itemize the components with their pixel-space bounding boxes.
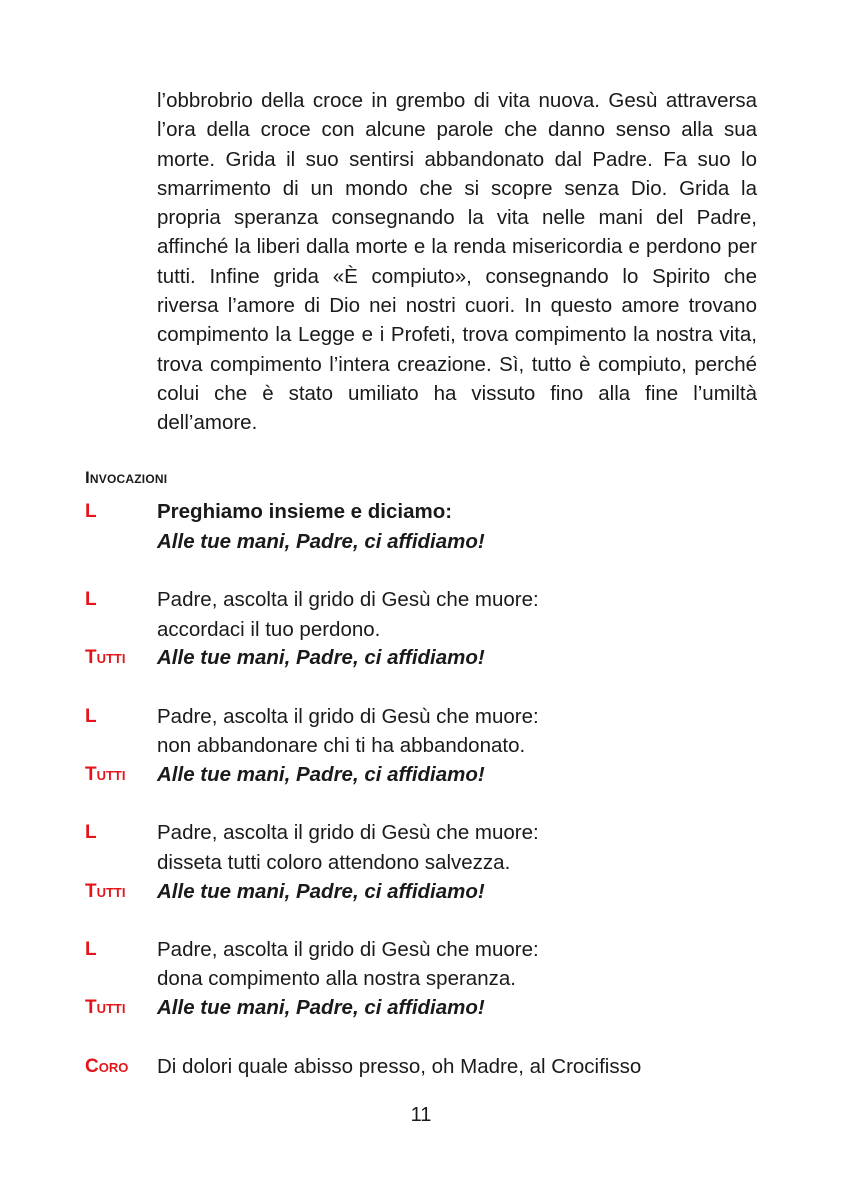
choir-line	[0, 1052, 842, 1082]
opening-response: Alle tue mani, Padre, ci affidiamo!	[157, 530, 485, 553]
invocation-1-response	[0, 643, 842, 673]
response-text: Alle tue mani, Padre, ci affidiamo!	[157, 880, 485, 903]
opening-prompt-line	[0, 497, 842, 527]
invocation-text: non abbandonare chi ti ha abbandonato.	[157, 734, 526, 757]
invocation-3-response	[0, 877, 842, 907]
opening-response-line	[0, 527, 842, 557]
invocation-text: accordaci il tuo perdono.	[157, 618, 381, 641]
choir-text: Di dolori quale abisso presso, oh Madre, al Crocifisso	[157, 1055, 642, 1078]
invocation-1-line2	[0, 615, 842, 645]
invocation-4-line2	[0, 964, 842, 994]
role-all: Tutti	[85, 647, 126, 668]
invocation-2-response	[0, 760, 842, 790]
intro-paragraph: l’obbrobrio della croce in grembo di vita nuova. Gesù attraversa l’ora della croce con alcune parole che danno senso alla sua morte. Grida il suo sentirsi abbandonato dal Padre. Fa suo lo smarrimento di un mondo che si scopre senza Dio. Grida la propria speranza consegnando la vita nelle mani del Padre, affinché la liberi dalla morte e la renda misericordia e perdono per tutti. Infine grida «È compiuto», consegnando lo Spirito che riversa l’amore di Dio nei nostri cuori. In questo amore trovano compimento la Legge e i Profeti, trova compimento la nostra vita, trova compimento l’intera creazione. Sì, tutto è compiuto, perché colui che è stato umiliato ha vissuto fino alla fine l’umiltà dell’amore.	[157, 89, 757, 435]
response-text: Alle tue mani, Padre, ci affidiamo!	[157, 996, 485, 1019]
invocation-2-line2	[0, 731, 842, 761]
invocation-text: Padre, ascolta il grido di Gesù che muore:	[157, 588, 539, 611]
role-all: Tutti	[85, 764, 126, 785]
role-leader: L	[85, 939, 97, 960]
role-leader: L	[85, 589, 97, 610]
invocation-3-line1	[0, 818, 842, 848]
opening-prompt: Preghiamo insieme e diciamo:	[157, 500, 453, 523]
role-choir: Coro	[85, 1056, 129, 1077]
invocation-3-line2	[0, 848, 842, 878]
role-all: Tutti	[85, 997, 126, 1018]
response-text: Alle tue mani, Padre, ci affidiamo!	[157, 646, 485, 669]
section-heading: Invocazioni	[85, 468, 168, 487]
response-text: Alle tue mani, Padre, ci affidiamo!	[157, 763, 485, 786]
invocation-text: Padre, ascolta il grido di Gesù che muore:	[157, 938, 539, 961]
invocation-text: Padre, ascolta il grido di Gesù che muore:	[157, 821, 539, 844]
invocation-text: dona compimento alla nostra speranza.	[157, 967, 516, 990]
role-leader: L	[85, 822, 97, 843]
invocation-1-line1	[0, 585, 842, 615]
role-all: Tutti	[85, 881, 126, 902]
invocation-2-line1	[0, 702, 842, 732]
invocation-4-line1	[0, 935, 842, 965]
role-leader: L	[85, 501, 97, 522]
invocation-text: disseta tutti coloro attendono salvezza.	[157, 851, 511, 874]
role-leader: L	[85, 706, 97, 727]
page-number: 11	[410, 1104, 432, 1126]
invocation-text: Padre, ascolta il grido di Gesù che muore:	[157, 705, 539, 728]
invocation-4-response	[0, 993, 842, 1023]
